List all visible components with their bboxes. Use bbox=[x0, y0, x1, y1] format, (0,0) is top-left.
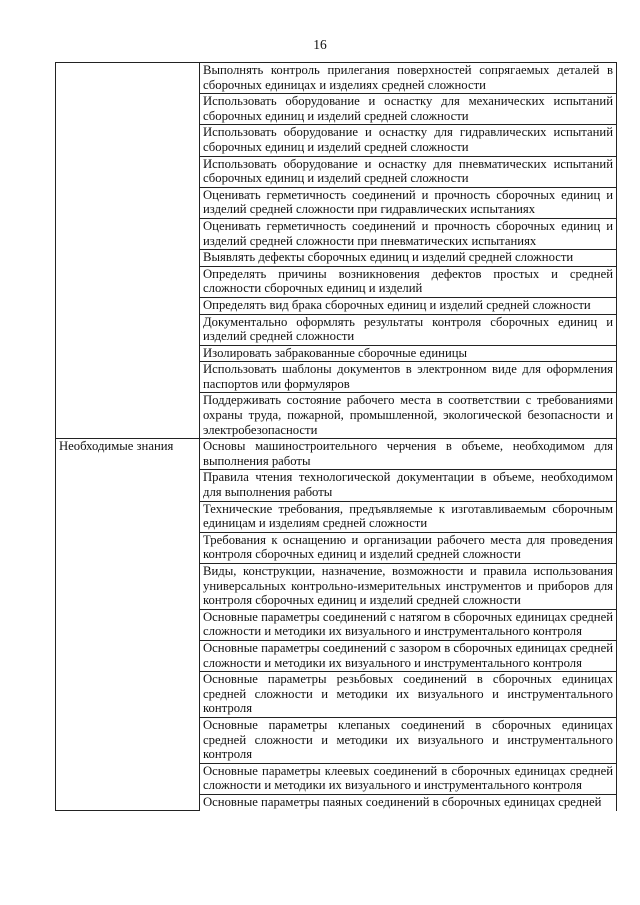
requirement-item: Виды, конструкции, назначение, возможности и правила использования универсальных контрольно-измерительных инструментов и приборов для контроля сборочных единиц и изделий средней сложности bbox=[200, 564, 617, 610]
requirement-item: Определять причины возникновения дефектов простых и средней сложности сборочных единиц и изделий bbox=[200, 266, 617, 297]
table-body bbox=[56, 63, 617, 811]
requirement-item: Использовать оборудование и оснастку для пневматических испытаний сборочных единиц и изделий средней сложности bbox=[200, 156, 617, 187]
requirement-item: Основы машиностроительного черчения в объеме, необходимом для выполнения работы bbox=[200, 439, 617, 470]
requirement-item: Основные параметры клепаных соединений в сборочных единицах средней сложности и методики их визуального и инструментального контроля bbox=[200, 717, 617, 763]
requirement-item: Использовать шаблоны документов в электронном виде для оформления паспортов или формуляров bbox=[200, 362, 617, 393]
table-row bbox=[56, 439, 617, 470]
requirement-item: Основные параметры соединений с зазором в сборочных единицах средней сложности и методики их визуального и инструментального контроля bbox=[200, 640, 617, 671]
requirement-item: Выполнять контроль прилегания поверхностей сопрягаемых деталей в сборочных единицах и изделиях средней сложности bbox=[200, 63, 617, 94]
requirement-item: Выявлять дефекты сборочных единиц и изделий средней сложности bbox=[200, 250, 617, 267]
requirement-item: Основные параметры клеевых соединений в сборочных единицах средней сложности и методики их визуального и инструментального контроля bbox=[200, 763, 617, 794]
requirement-item: Основные параметры резьбовых соединений в сборочных единицах средней сложности и методики их визуального и инструментального контроля bbox=[200, 672, 617, 718]
requirement-item: Технические требования, предъявляемые к изготавливаемым сборочным единицам и изделиям средней сложности bbox=[200, 501, 617, 532]
requirement-item: Изолировать забракованные сборочные единицы bbox=[200, 345, 617, 362]
requirement-item: Использовать оборудование и оснастку для гидравлических испытаний сборочных единиц и изделий средней сложности bbox=[200, 125, 617, 156]
requirement-item: Оценивать герметичность соединений и прочность сборочных единиц и изделий средней сложности при пневматических испытаниях bbox=[200, 218, 617, 249]
table-row bbox=[56, 63, 617, 94]
page-number: 16 bbox=[313, 37, 327, 52]
requirement-item: Поддерживать состояние рабочего места в соответствии с требованиями охраны труда, пожарной, промышленной, экологической безопасности и электробезопасности bbox=[200, 393, 617, 439]
section-label-skills bbox=[56, 63, 200, 439]
requirement-item: Оценивать герметичность соединений и прочность сборочных единиц и изделий средней сложности при гидравлических испытаниях bbox=[200, 187, 617, 218]
requirements-table bbox=[55, 62, 617, 811]
requirement-item: Основные параметры паяных соединений в сборочных единицах средней bbox=[200, 794, 617, 810]
requirement-item: Определять вид брака сборочных единиц и изделий средней сложности bbox=[200, 297, 617, 314]
requirement-item: Использовать оборудование и оснастку для механических испытаний сборочных единиц и изделий средней сложности bbox=[200, 94, 617, 125]
requirement-item: Документально оформлять результаты контроля сборочных единиц и изделий средней сложности bbox=[200, 314, 617, 345]
requirement-item: Требования к оснащению и организации рабочего места для проведения контроля сборочных единиц и изделий средней сложности bbox=[200, 532, 617, 563]
requirement-item: Основные параметры соединений с натягом в сборочных единицах средней сложности и методики их визуального и инструментального контроля bbox=[200, 609, 617, 640]
section-label-knowledge: Необходимые знания bbox=[56, 439, 200, 811]
requirement-item: Правила чтения технологической документации в объеме, необходимом для выполнения работы bbox=[200, 470, 617, 501]
